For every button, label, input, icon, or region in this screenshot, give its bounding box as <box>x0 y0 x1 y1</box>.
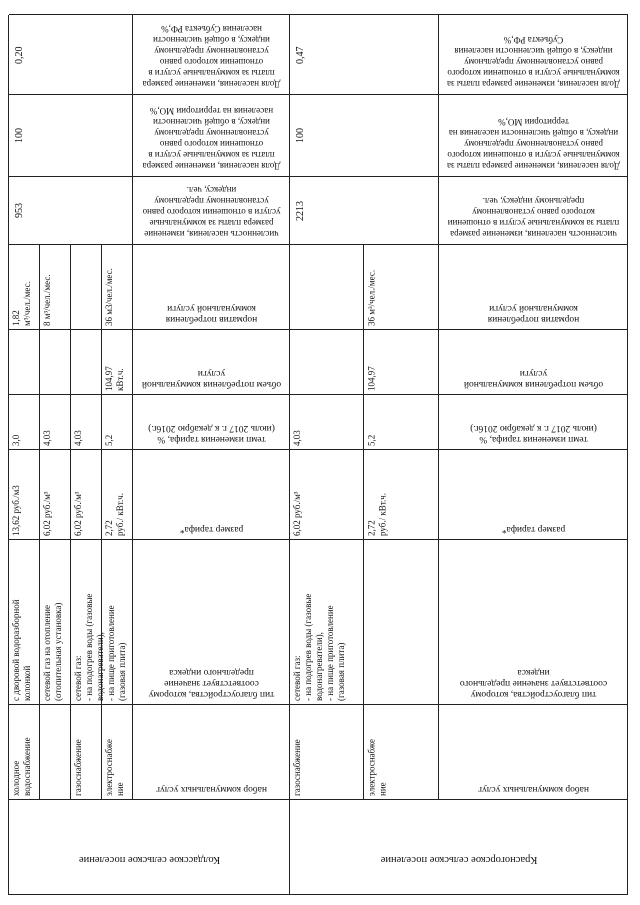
cell-norm: 8 м³/чел./мес. <box>42 274 52 326</box>
cell-rate: 3,0 <box>11 434 21 446</box>
table-rule <box>438 15 439 95</box>
cell-tariff: 2,72 руб./ кВт.ч. <box>104 492 125 536</box>
table-rule <box>101 395 102 450</box>
table-rule <box>364 245 365 330</box>
table-rule <box>101 245 102 330</box>
cell-norm: 36 м3/чел./мес. <box>104 268 114 326</box>
tariff-table <box>9 15 628 895</box>
cell-rate: 4,03 <box>42 430 52 446</box>
table-rule <box>132 330 133 395</box>
table-rule <box>132 450 133 540</box>
settlement-name: Колдасское сельское поселение <box>78 854 221 865</box>
table-rule <box>39 245 40 330</box>
table-rule <box>438 540 439 705</box>
table-rule <box>70 540 71 705</box>
table-rule <box>364 330 365 395</box>
table-rule <box>70 450 71 540</box>
table-rule <box>9 94 628 95</box>
table-rule <box>627 15 628 895</box>
table-rule <box>9 894 628 895</box>
table-rule <box>70 705 71 800</box>
table-rule <box>132 177 133 245</box>
table-rule <box>39 705 40 800</box>
header-pop-share-mo: Доля населения, изменение размера платы за коммунальные услуги в отношении которого равно установленному предельному индексу, в общей численности населения на территории МО,% <box>142 106 281 171</box>
table-rule <box>289 15 290 895</box>
table-rule <box>39 540 40 705</box>
header-pop-share-rf: Доля населения, изменение размера платы за коммунальные услуги в отношении которого равно установленному предельному индексу, в общей численности населения Субъекта РФ,% <box>142 24 281 89</box>
value-pop-count: 953 <box>14 203 25 219</box>
value-pop-share-rf: 0,47 <box>295 46 306 64</box>
value-pop-share-rf: 0,20 <box>14 46 25 64</box>
header-volume: объем потребления коммунальной услуги <box>463 368 604 389</box>
header-volume: объем потребления коммунальной услуги <box>141 368 282 389</box>
table-rule <box>438 245 439 330</box>
table-rule <box>364 540 365 705</box>
table-rule <box>132 245 133 330</box>
value-pop-count: 2213 <box>295 201 306 221</box>
cell-rate: 4,03 <box>73 430 83 446</box>
table-rule <box>364 450 365 540</box>
cell-service: газоснабжение <box>73 739 83 796</box>
table-rule <box>70 330 71 395</box>
value-pop-share-mo: 100 <box>14 128 25 144</box>
cell-service: электроснабже ние <box>104 739 125 796</box>
table-rule <box>9 176 628 177</box>
table-rule <box>8 15 9 895</box>
cell-volume: 104,97 <box>366 366 377 391</box>
cell-rate: 5,2 <box>366 434 377 446</box>
header-pop-share-mo: Доля населения, изменение размера платы за коммунальные услуги в отношении которого равно установленному предельному индексу, в общей численности населения на территории МО,% <box>447 117 620 171</box>
table-rule <box>364 705 365 800</box>
table-rule <box>101 705 102 800</box>
table-rule <box>132 15 133 95</box>
cell-tariff: 6,02 руб./м³ <box>73 491 83 536</box>
header-tariff: размер тарифа* <box>501 524 566 534</box>
table-rule <box>438 330 439 395</box>
table-rule <box>132 705 133 800</box>
cell-type: сетевой газ: - на подогрев воды (газовые водонагреватели), - на пище приготовление (газовая плита) <box>292 593 346 701</box>
cell-service: холодное водоснабжение <box>11 737 32 796</box>
header-norm: норматив потребления коммунальной услуги <box>487 303 580 324</box>
cell-volume: 104,97 кВт.ч. <box>104 366 125 391</box>
table-rule <box>39 450 40 540</box>
cell-rate: 5,2 <box>104 434 114 446</box>
cell-norm: 1,82 м³/чел./мес. <box>11 281 32 326</box>
table-rule <box>70 245 71 330</box>
header-pop-share-rf: Доля населения, изменение размера платы за коммунальные услуги в отношении которого равно установленному предельному индексу, в общей численности населения Субъекта РФ,% <box>447 35 620 89</box>
cell-tariff: 2,72 руб./ кВт.ч. <box>366 492 388 536</box>
cell-norm: 36 м³/чел./мес. <box>366 269 377 326</box>
cell-tariff: 6,02 руб./м³ <box>292 491 302 536</box>
cell-type: сетевой газ на отопление (отопительная установка) <box>42 602 63 701</box>
table-rule <box>132 540 133 705</box>
table-rule <box>39 395 40 450</box>
cell-type: с дворовой водоразборной колонкой <box>11 599 32 701</box>
table-rule <box>101 330 102 395</box>
header-tariff: размер тарифа* <box>179 524 244 534</box>
header-type: тип благоустройства, которому соответствует значение предельного индекса <box>148 667 275 699</box>
header-rate: темп изменения тарифа, % (июль 2017 г. к декабрю 2016г.) <box>470 423 597 444</box>
cell-service: газоснабжение <box>292 739 302 796</box>
header-pop-count: численность населения, изменение размера платы за коммунальные услуги в отношении которого равно установленному предельному индексу, чел. <box>447 196 620 239</box>
settlement-name: Красногорское сельское поселение <box>380 854 538 865</box>
header-norm: норматив потребления коммунальной услуги <box>165 303 258 324</box>
table-rule <box>438 705 439 800</box>
table-rule <box>438 177 439 245</box>
header-rate: темп изменения тарифа, % (июль 2017 г. к декабрю 2016г.) <box>148 423 275 444</box>
cell-tariff: 6,02 руб./м³ <box>42 491 52 536</box>
table-rule <box>9 14 628 15</box>
header-services: набор коммунальных услуг <box>156 784 267 794</box>
table-rule <box>438 395 439 450</box>
header-type: тип благоустройства, которому соответствует значение предельного индекса <box>459 667 608 699</box>
header-pop-count: численность населения, изменение размера платы за коммунальные услуги в отношении которого равно установленному предельному индексу, чел. <box>142 185 281 239</box>
header-services: набор коммунальных услуг <box>478 784 589 794</box>
table-rule <box>438 95 439 177</box>
table-rule <box>132 95 133 177</box>
table-rule <box>364 395 365 450</box>
table-rule <box>101 450 102 540</box>
table-rule <box>438 450 439 540</box>
cell-tariff: 13,62 руб./м3 <box>11 485 21 536</box>
cell-type: сетевой газ: - на подогрев воды (газовые водонагреватели), - на пище приготовление (газовая плита) <box>73 593 127 701</box>
table-rule <box>70 395 71 450</box>
table-rule <box>39 330 40 395</box>
table-rule <box>132 395 133 450</box>
cell-rate: 4,03 <box>292 430 302 446</box>
value-pop-share-mo: 100 <box>295 128 306 144</box>
cell-service: электроснабже ние <box>366 739 388 796</box>
